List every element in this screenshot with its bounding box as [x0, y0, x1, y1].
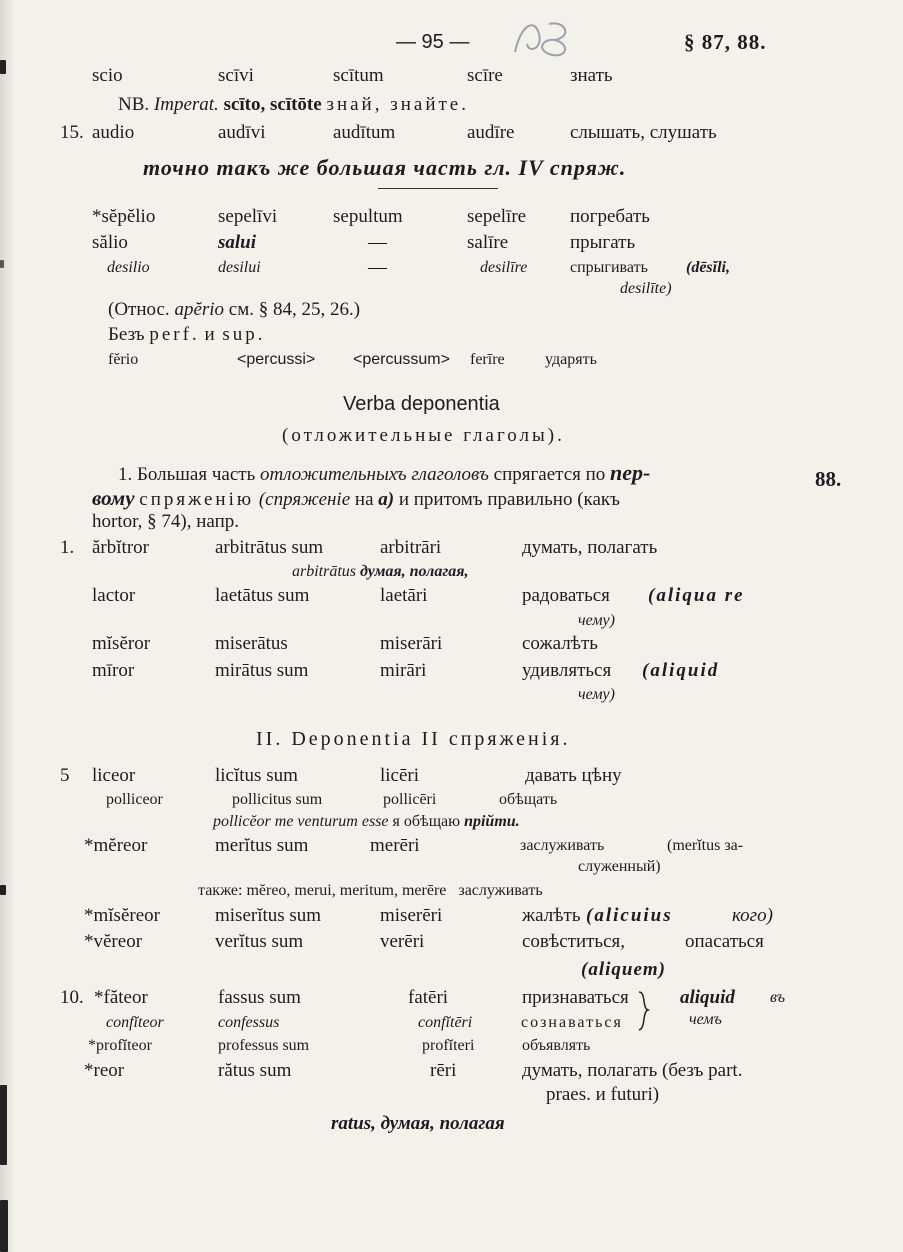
perfect-form: confessus [218, 1014, 280, 1031]
russian-gloss: признаваться [522, 987, 629, 1008]
perfect-form: fassus sum [218, 987, 301, 1008]
russian-gloss: радоваться [522, 585, 610, 606]
perfect-form: verĭtus sum [215, 931, 304, 952]
latin-verb: liceor [92, 765, 136, 786]
pollic-note [213, 810, 520, 834]
russian-gloss: прыгать [570, 232, 636, 253]
infinitive-form: arbitrāri [380, 537, 442, 558]
nb-forms: scīto, scītōte [223, 94, 322, 115]
supine-form: sepultum [333, 206, 403, 227]
row-number: 1. [60, 537, 75, 558]
supine-form: scītum [333, 65, 384, 86]
case-note: (alicuius [586, 905, 673, 926]
infinitive-form: verēri [380, 931, 425, 952]
supine-form: — [368, 232, 387, 253]
para-text: пер- [610, 460, 651, 485]
takzhe-line [198, 879, 543, 903]
row-number: 15. [60, 122, 84, 143]
case-note: (aliquem) [581, 959, 666, 980]
page-number: — 95 — [396, 31, 470, 53]
infinitive-form: sepelīre [467, 206, 527, 227]
case-note: въ [770, 989, 786, 1006]
otnos-word: apĕrio [174, 299, 225, 320]
bez-and: и [204, 324, 218, 345]
infinitive-form: confĭtēri [418, 1014, 473, 1031]
perfect-form: mirātus sum [215, 660, 309, 681]
latin-verb: mīror [92, 660, 135, 681]
case-note: (aliqua re [648, 585, 745, 606]
scan-edge-shadow [0, 0, 14, 1252]
perfect-form: sepelīvi [218, 206, 278, 227]
perfect-form: scīvi [218, 65, 254, 86]
perfect-form: miserātus [215, 633, 288, 654]
latin-verb: *profĭteor [88, 1037, 152, 1054]
latin-verb: *reor [84, 1060, 125, 1081]
scan-edge-mark [0, 1200, 8, 1252]
latin-verb: lactor [92, 585, 136, 606]
russian-gloss: спрыгивать [570, 259, 648, 276]
nb-line [118, 93, 469, 117]
case-note: чему) [578, 612, 615, 629]
infinitive-form: salīre [467, 232, 509, 253]
section-heading-iv: точно такъ же большая часть гл. IV спряж. [143, 155, 627, 180]
infinitive-form: miserāri [380, 633, 443, 654]
brace-icon [636, 990, 650, 1032]
para-text: спрягается по [493, 464, 606, 485]
case-note: (aliquid [642, 660, 720, 681]
russian-gloss: опасаться [685, 931, 764, 952]
note-russian: думая, полагая, [360, 563, 469, 580]
otnos-prefix: (Относ. [108, 299, 170, 320]
scan-edge-mark [0, 60, 6, 74]
perfect-form: <percussi> [237, 351, 316, 368]
infinitive-form: scīre [467, 65, 503, 86]
case-note: чемъ [689, 1011, 722, 1028]
latin-verb: audio [92, 122, 135, 143]
para1-line1 [118, 461, 650, 487]
perfect-form: merĭtus sum [215, 835, 309, 856]
infinitive-form: merēri [370, 835, 420, 856]
case-note: кого) [732, 905, 773, 926]
note-russian: прійти. [464, 813, 520, 830]
latin-verb: polliceor [106, 791, 163, 808]
ratus-note: ratus, думая, полагая [331, 1113, 505, 1134]
note-latin: pollicĕor me venturum esse [213, 813, 389, 830]
para-text: (спряженіе [258, 489, 351, 510]
perfect-form: rătus sum [218, 1060, 292, 1081]
case-note: aliquid [680, 987, 735, 1008]
latin-verb: fĕrio [108, 351, 139, 368]
infinitive-form: licēri [380, 765, 420, 786]
latin-verb: confĭteor [106, 1014, 164, 1031]
case-note: (merĭtus за- [667, 837, 744, 854]
russian-gloss: думать, полагать [522, 537, 658, 558]
verba-subtitle: (отложительные глаголы). [282, 425, 565, 446]
divider [378, 188, 498, 189]
russian-gloss: погребать [570, 206, 650, 227]
russian-gloss: ударять [545, 351, 597, 368]
perfect-form: professus sum [218, 1037, 310, 1054]
latin-verb: *vĕreor [84, 931, 143, 952]
verba-title: Verba deponentia [343, 393, 500, 415]
latin-verb: sălio [92, 232, 128, 253]
russian-gloss: давать цѣну [525, 765, 622, 786]
infinitive-form: audīre [467, 122, 515, 143]
infinitive-form: fatēri [408, 987, 449, 1008]
latin-verb: desilio [107, 259, 150, 276]
dep2-title: II. Deponentia II спряженія. [256, 728, 571, 750]
russian-gloss: жалѣть [522, 905, 581, 926]
infinitive-form: desilīre [480, 259, 528, 276]
russian-gloss: обѣщать [499, 791, 558, 808]
infinitive-form: profĭteri [422, 1037, 475, 1054]
russian-gloss: думать, полагать (безъ part. [522, 1060, 743, 1081]
bez-sup: sup. [222, 324, 266, 345]
russian-gloss: заслуживать [520, 837, 605, 854]
perfect-form: arbitrātus sum [215, 537, 324, 558]
note-latin: arbitrātus [292, 563, 357, 580]
margin-section-number: 88. [815, 467, 842, 491]
perfect-form: audīvi [218, 122, 266, 143]
infinitive-form: miserēri [380, 905, 443, 926]
note-russian: я обѣщаю [392, 813, 461, 830]
perfect-form: licĭtus sum [215, 765, 298, 786]
otnos-line [108, 298, 360, 322]
para-text: отложительныхъ глаголовъ [260, 464, 489, 485]
supine-form: <percussum> [353, 351, 450, 368]
latin-verb: *mĭsĕreor [84, 905, 160, 926]
para-text: на [354, 489, 374, 510]
russian-gloss: praes. и futuri) [546, 1084, 660, 1105]
takzhe-russian: заслуживать [458, 882, 543, 899]
latin-verb: ărbĭtror [92, 537, 149, 558]
nb-prefix: NB. [118, 94, 150, 115]
nb-imperat: Imperat. [153, 94, 219, 115]
supine-form: audītum [333, 122, 396, 143]
latin-verb: *făteor [94, 987, 148, 1008]
infinitive-form: rēri [430, 1060, 457, 1081]
russian-gloss: знать [570, 65, 613, 86]
case-note: служенный) [578, 858, 661, 875]
russian-gloss: сознаваться [521, 1014, 623, 1031]
row-number: 5 [60, 765, 70, 786]
takzhe-latin: также: mĕreo, merui, meritum, merēre [198, 882, 447, 899]
bez-text: Безъ [108, 324, 145, 345]
perfect-form: desilui [218, 259, 261, 276]
russian-gloss: сожалѣть [522, 633, 598, 654]
latin-verb: *sĕpĕlio [92, 206, 156, 227]
bez-perf: perf. [149, 324, 200, 345]
para-text: 1. Большая часть [118, 464, 256, 485]
pencil-mark [505, 14, 585, 60]
latin-verb: scio [92, 65, 123, 86]
supine-form: — [368, 257, 387, 278]
infinitive-form: ferīre [470, 351, 505, 368]
latin-verb: *mĕreor [84, 835, 148, 856]
desili-note: (dēsĭli, [686, 259, 730, 276]
russian-gloss: удивляться [522, 660, 612, 681]
desili-note: desilīte) [620, 280, 672, 297]
para-text: спряженію [139, 489, 255, 510]
row-number: 10. [60, 987, 84, 1008]
section-header: § 87, 88. [684, 30, 767, 54]
otnos-ref: см. § 84, 25, 26.) [228, 299, 361, 320]
russian-gloss: слышать, слушать [570, 122, 717, 143]
bez-line [108, 323, 266, 347]
case-note: чему) [578, 686, 615, 703]
scan-edge-mark [0, 1085, 7, 1165]
perfect-form: salui [218, 232, 257, 253]
perfect-form: pollicitus sum [232, 791, 323, 808]
latin-verb: mĭsĕror [92, 633, 151, 654]
perfect-form: miserĭtus sum [215, 905, 322, 926]
arbitr-note [292, 560, 469, 584]
infinitive-form: laetāri [380, 585, 428, 606]
para-text: a) [378, 489, 395, 510]
russian-gloss: объявлять [522, 1037, 591, 1054]
infinitive-form: mirāri [380, 660, 427, 681]
para-text: вому [92, 486, 135, 510]
perfect-form: laetātus sum [215, 585, 310, 606]
para1-line2 [92, 486, 620, 512]
russian-gloss: совѣститься, [522, 931, 626, 952]
scan-edge-mark [0, 260, 4, 268]
infinitive-form: pollicēri [383, 791, 437, 808]
scan-edge-mark [0, 885, 6, 895]
nb-gloss: знай, знайте. [326, 94, 469, 115]
para-text: и притомъ правильно (какъ [398, 489, 620, 510]
para1-line3: hortor, § 74), напр. [92, 511, 240, 532]
